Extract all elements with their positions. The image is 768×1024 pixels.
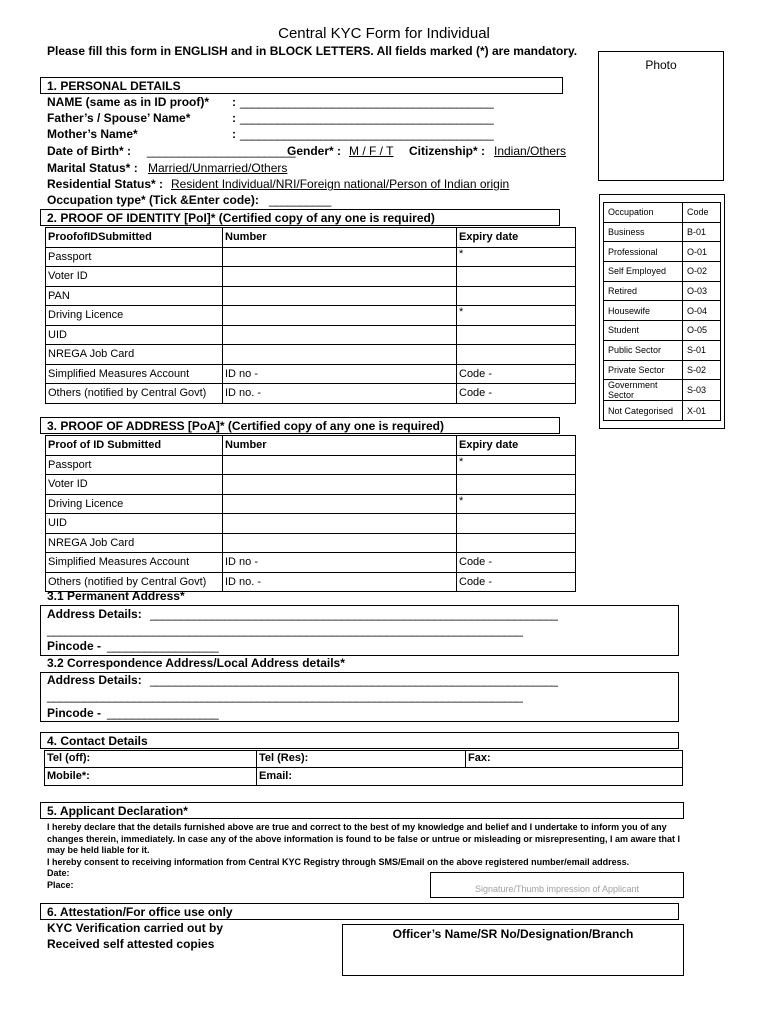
mobile-field[interactable]: Mobile*:	[47, 770, 90, 782]
proof-type: NREGA Job Card	[46, 345, 223, 365]
correspondence-address-line-1[interactable]: __________________________________________________________________	[150, 673, 558, 687]
occupation-code: S-01	[683, 340, 721, 360]
mother-name-label: Mother’s Name*	[47, 127, 138, 141]
table-row[interactable]	[46, 475, 576, 495]
officer-details-box[interactable]	[342, 924, 684, 976]
father-name-label: Father’s / Spouse’ Name*	[47, 111, 191, 125]
occupation-code-table	[603, 202, 721, 421]
poi-table	[45, 227, 576, 404]
table-row	[604, 242, 721, 262]
section-personal-heading: 1. PERSONAL DETAILS	[40, 77, 563, 94]
section-declaration-heading: 5. Applicant Declaration*	[40, 802, 684, 819]
contact-details-grid	[44, 750, 683, 786]
proof-type: Driving Licence	[46, 306, 223, 326]
occupation-name: Not Categorised	[604, 401, 683, 421]
occupation-header: Occupation	[604, 203, 683, 223]
place-field[interactable]: Place:	[47, 879, 74, 890]
occupation-name: Student	[604, 321, 683, 341]
occupation-type-label: Occupation type* (Tick &Enter code):	[47, 193, 259, 207]
table-row[interactable]	[46, 455, 576, 475]
correspondence-address-label: Address Details:	[47, 673, 142, 687]
permanent-address-heading: 3.1 Permanent Address*	[47, 589, 185, 603]
tel-residence-field[interactable]: Tel (Res):	[259, 752, 309, 764]
proof-number[interactable]	[223, 514, 457, 534]
occupation-code: B-01	[683, 222, 721, 242]
correspondence-address-heading: 3.2 Correspondence Address/Local Address details*	[47, 656, 345, 670]
table-row[interactable]	[46, 306, 576, 326]
name-label: NAME (same as in ID proof)*	[47, 95, 210, 109]
gender-options[interactable]: M / F / T	[349, 144, 394, 158]
section-contact-heading: 4. Contact Details	[40, 732, 679, 749]
signature-box[interactable]	[430, 872, 684, 898]
permanent-address-line-1[interactable]: __________________________________________________________________	[150, 607, 558, 621]
proof-type: UID	[46, 514, 223, 534]
table-row	[604, 262, 721, 282]
poi-table-header	[46, 228, 576, 248]
table-row[interactable]	[46, 533, 576, 553]
permanent-pincode-label: Pincode -	[47, 639, 102, 653]
proof-number[interactable]	[223, 267, 457, 287]
proof-number[interactable]	[223, 533, 457, 553]
occupation-code: O-05	[683, 321, 721, 341]
contact-col-divider-2	[465, 750, 466, 767]
correspondence-pincode-field[interactable]: __________________	[107, 706, 219, 720]
expiry-header: Expiry date	[457, 436, 576, 456]
occupation-code: O-01	[683, 242, 721, 262]
proof-number[interactable]	[223, 325, 457, 345]
dob-field[interactable]: ________________________	[147, 144, 296, 158]
occupation-code: O-03	[683, 281, 721, 301]
table-row[interactable]	[46, 494, 576, 514]
table-row[interactable]	[46, 514, 576, 534]
table-row[interactable]	[46, 247, 576, 267]
fax-field[interactable]: Fax:	[468, 752, 491, 764]
proof-code[interactable]: Code -	[457, 553, 576, 573]
proof-expiry[interactable]	[457, 514, 576, 534]
proof-number[interactable]	[223, 494, 457, 514]
occupation-name: Self Employed	[604, 262, 683, 282]
permanent-address-line-2[interactable]: _____________________________________________________________________________	[47, 623, 523, 637]
declaration-statement: I hereby declare that the details furnished above are true and correct to the best of my knowledge and belief and I undertake to inform you of any changes therein, immediately. In case any of the above information is found to be false or untrue or misleading or misrepresenting, I am aware that I may be held liable for it.	[47, 822, 680, 855]
section-attestation-heading: 6. Attestation/For office use only	[40, 903, 679, 920]
correspondence-pincode-label: Pincode -	[47, 706, 102, 720]
table-row	[604, 222, 721, 242]
proof-number[interactable]	[223, 247, 457, 267]
father-name-field[interactable]: _________________________________________	[240, 111, 494, 125]
name-field[interactable]: _________________________________________	[240, 95, 494, 109]
poa-table	[45, 435, 576, 592]
photo-label: Photo	[645, 58, 677, 72]
table-row[interactable]	[46, 325, 576, 345]
proof-number[interactable]	[223, 306, 457, 326]
proof-expiry[interactable]: *	[457, 494, 576, 514]
dob-label: Date of Birth* :	[47, 144, 131, 158]
proof-expiry[interactable]	[457, 533, 576, 553]
proof-expiry[interactable]: *	[457, 247, 576, 267]
occupation-name: Professional	[604, 242, 683, 262]
proof-type: Voter ID	[46, 475, 223, 495]
proof-type: Others (notified by Central Govt)	[46, 384, 223, 404]
proof-type: Simplified Measures Account	[46, 364, 223, 384]
proof-expiry[interactable]	[457, 345, 576, 365]
section-poi-heading: 2. PROOF OF IDENTITY [PoI]* (Certified copy of any one is required)	[40, 209, 560, 226]
occupation-code: S-02	[683, 360, 721, 380]
photo-box[interactable]	[598, 51, 724, 181]
mother-name-field[interactable]: _________________________________________	[240, 127, 494, 141]
father-name-colon: :	[232, 111, 236, 125]
form-instructions: Please fill this form in ENGLISH and in BLOCK LETTERS. All fields marked (*) are mandatory.	[47, 44, 578, 58]
proof-number[interactable]: ID no -	[223, 364, 457, 384]
date-field[interactable]: Date:	[47, 868, 70, 878]
officer-details-label: Officer’s Name/SR No/Designation/Branch	[392, 927, 634, 941]
email-field[interactable]: Email:	[259, 770, 293, 782]
occupation-code: O-04	[683, 301, 721, 321]
table-row	[604, 401, 721, 421]
code-header: Code	[683, 203, 721, 223]
table-row	[604, 281, 721, 301]
table-row[interactable]	[46, 553, 576, 573]
received-copies-label: Received self attested copies	[47, 937, 215, 951]
contact-row-divider	[44, 767, 683, 768]
marital-status-options[interactable]: Married/Unmarried/Others	[148, 161, 288, 175]
proof-type: UID	[46, 325, 223, 345]
proof-number[interactable]	[223, 345, 457, 365]
residential-status-options[interactable]: Resident Individual/NRI/Foreign national/Person of Indian origin	[171, 177, 510, 191]
proof-expiry[interactable]	[457, 286, 576, 306]
proof-type: Voter ID	[46, 267, 223, 287]
kyc-verification-label: KYC Verification carried out by	[47, 921, 224, 935]
proof-number[interactable]	[223, 455, 457, 475]
proof-header: Proof of ID Submitted	[46, 436, 223, 456]
occupation-code-field[interactable]: __________	[269, 193, 331, 207]
table-row[interactable]	[46, 267, 576, 287]
table-row[interactable]	[46, 286, 576, 306]
contact-col-divider-1	[256, 750, 257, 786]
proof-code[interactable]: Code -	[457, 384, 576, 404]
proof-expiry[interactable]: *	[457, 455, 576, 475]
occupation-name: Government Sector	[604, 380, 683, 401]
occupation-code: S-03	[683, 380, 721, 401]
occupation-code: O-02	[683, 262, 721, 282]
table-row[interactable]	[46, 345, 576, 365]
citizenship-options[interactable]: Indian/Others	[494, 144, 567, 158]
table-row	[604, 340, 721, 360]
table-row	[604, 360, 721, 380]
consent-statement: I hereby consent to receiving information from Central KYC Registry through SMS/Email on the above registered number/email address.	[47, 856, 630, 867]
citizenship-label: Citizenship* :	[409, 144, 486, 158]
proof-code[interactable]: Code -	[457, 364, 576, 384]
proof-type: Passport	[46, 455, 223, 475]
residential-status-label: Residential Status* :	[47, 177, 164, 191]
name-colon: :	[232, 95, 236, 109]
table-row[interactable]	[46, 384, 576, 404]
table-row	[604, 321, 721, 341]
proof-number[interactable]: ID no. -	[223, 384, 457, 404]
section-poa-heading: 3. PROOF OF ADDRESS [PoA]* (Certified copy of any one is required)	[40, 417, 560, 434]
occupation-name: Private Sector	[604, 360, 683, 380]
occupation-code: X-01	[683, 401, 721, 421]
proof-type: Simplified Measures Account	[46, 553, 223, 573]
proof-number[interactable]: ID no -	[223, 553, 457, 573]
occupation-table-header	[604, 203, 721, 223]
occupation-name: Housewife	[604, 301, 683, 321]
proof-expiry[interactable]: *	[457, 306, 576, 326]
table-row	[604, 380, 721, 401]
mother-name-colon: :	[232, 127, 236, 141]
proof-type: Passport	[46, 247, 223, 267]
proof-type: PAN	[46, 286, 223, 306]
permanent-address-label: Address Details:	[47, 607, 142, 621]
occupation-name: Business	[604, 222, 683, 242]
occupation-name: Retired	[604, 281, 683, 301]
poa-table-header	[46, 436, 576, 456]
expiry-header: Expiry date	[457, 228, 576, 248]
proof-code[interactable]: Code -	[457, 572, 576, 592]
correspondence-address-line-2[interactable]: _____________________________________________________________________________	[47, 689, 523, 703]
permanent-pincode-field[interactable]: __________________	[107, 639, 219, 653]
tel-office-field[interactable]: Tel (off):	[47, 752, 91, 764]
table-row[interactable]	[46, 364, 576, 384]
proof-header: ProofofIDSubmitted	[46, 228, 223, 248]
proof-expiry[interactable]	[457, 325, 576, 345]
marital-status-label: Marital Status* :	[47, 161, 138, 175]
proof-type: Others (notified by Central Govt)	[46, 572, 223, 592]
proof-number[interactable]	[223, 286, 457, 306]
proof-expiry[interactable]	[457, 475, 576, 495]
proof-number[interactable]	[223, 475, 457, 495]
occupation-name: Public Sector	[604, 340, 683, 360]
proof-type: NREGA Job Card	[46, 533, 223, 553]
gender-label: Gender* :	[287, 144, 342, 158]
number-header: Number	[223, 228, 457, 248]
proof-type: Driving Licence	[46, 494, 223, 514]
number-header: Number	[223, 436, 457, 456]
form-title: Central KYC Form for Individual	[278, 25, 490, 42]
signature-label: Signature/Thumb impression of Applicant	[474, 884, 640, 894]
proof-expiry[interactable]	[457, 267, 576, 287]
proof-number[interactable]: ID no. -	[223, 572, 457, 592]
table-row	[604, 301, 721, 321]
